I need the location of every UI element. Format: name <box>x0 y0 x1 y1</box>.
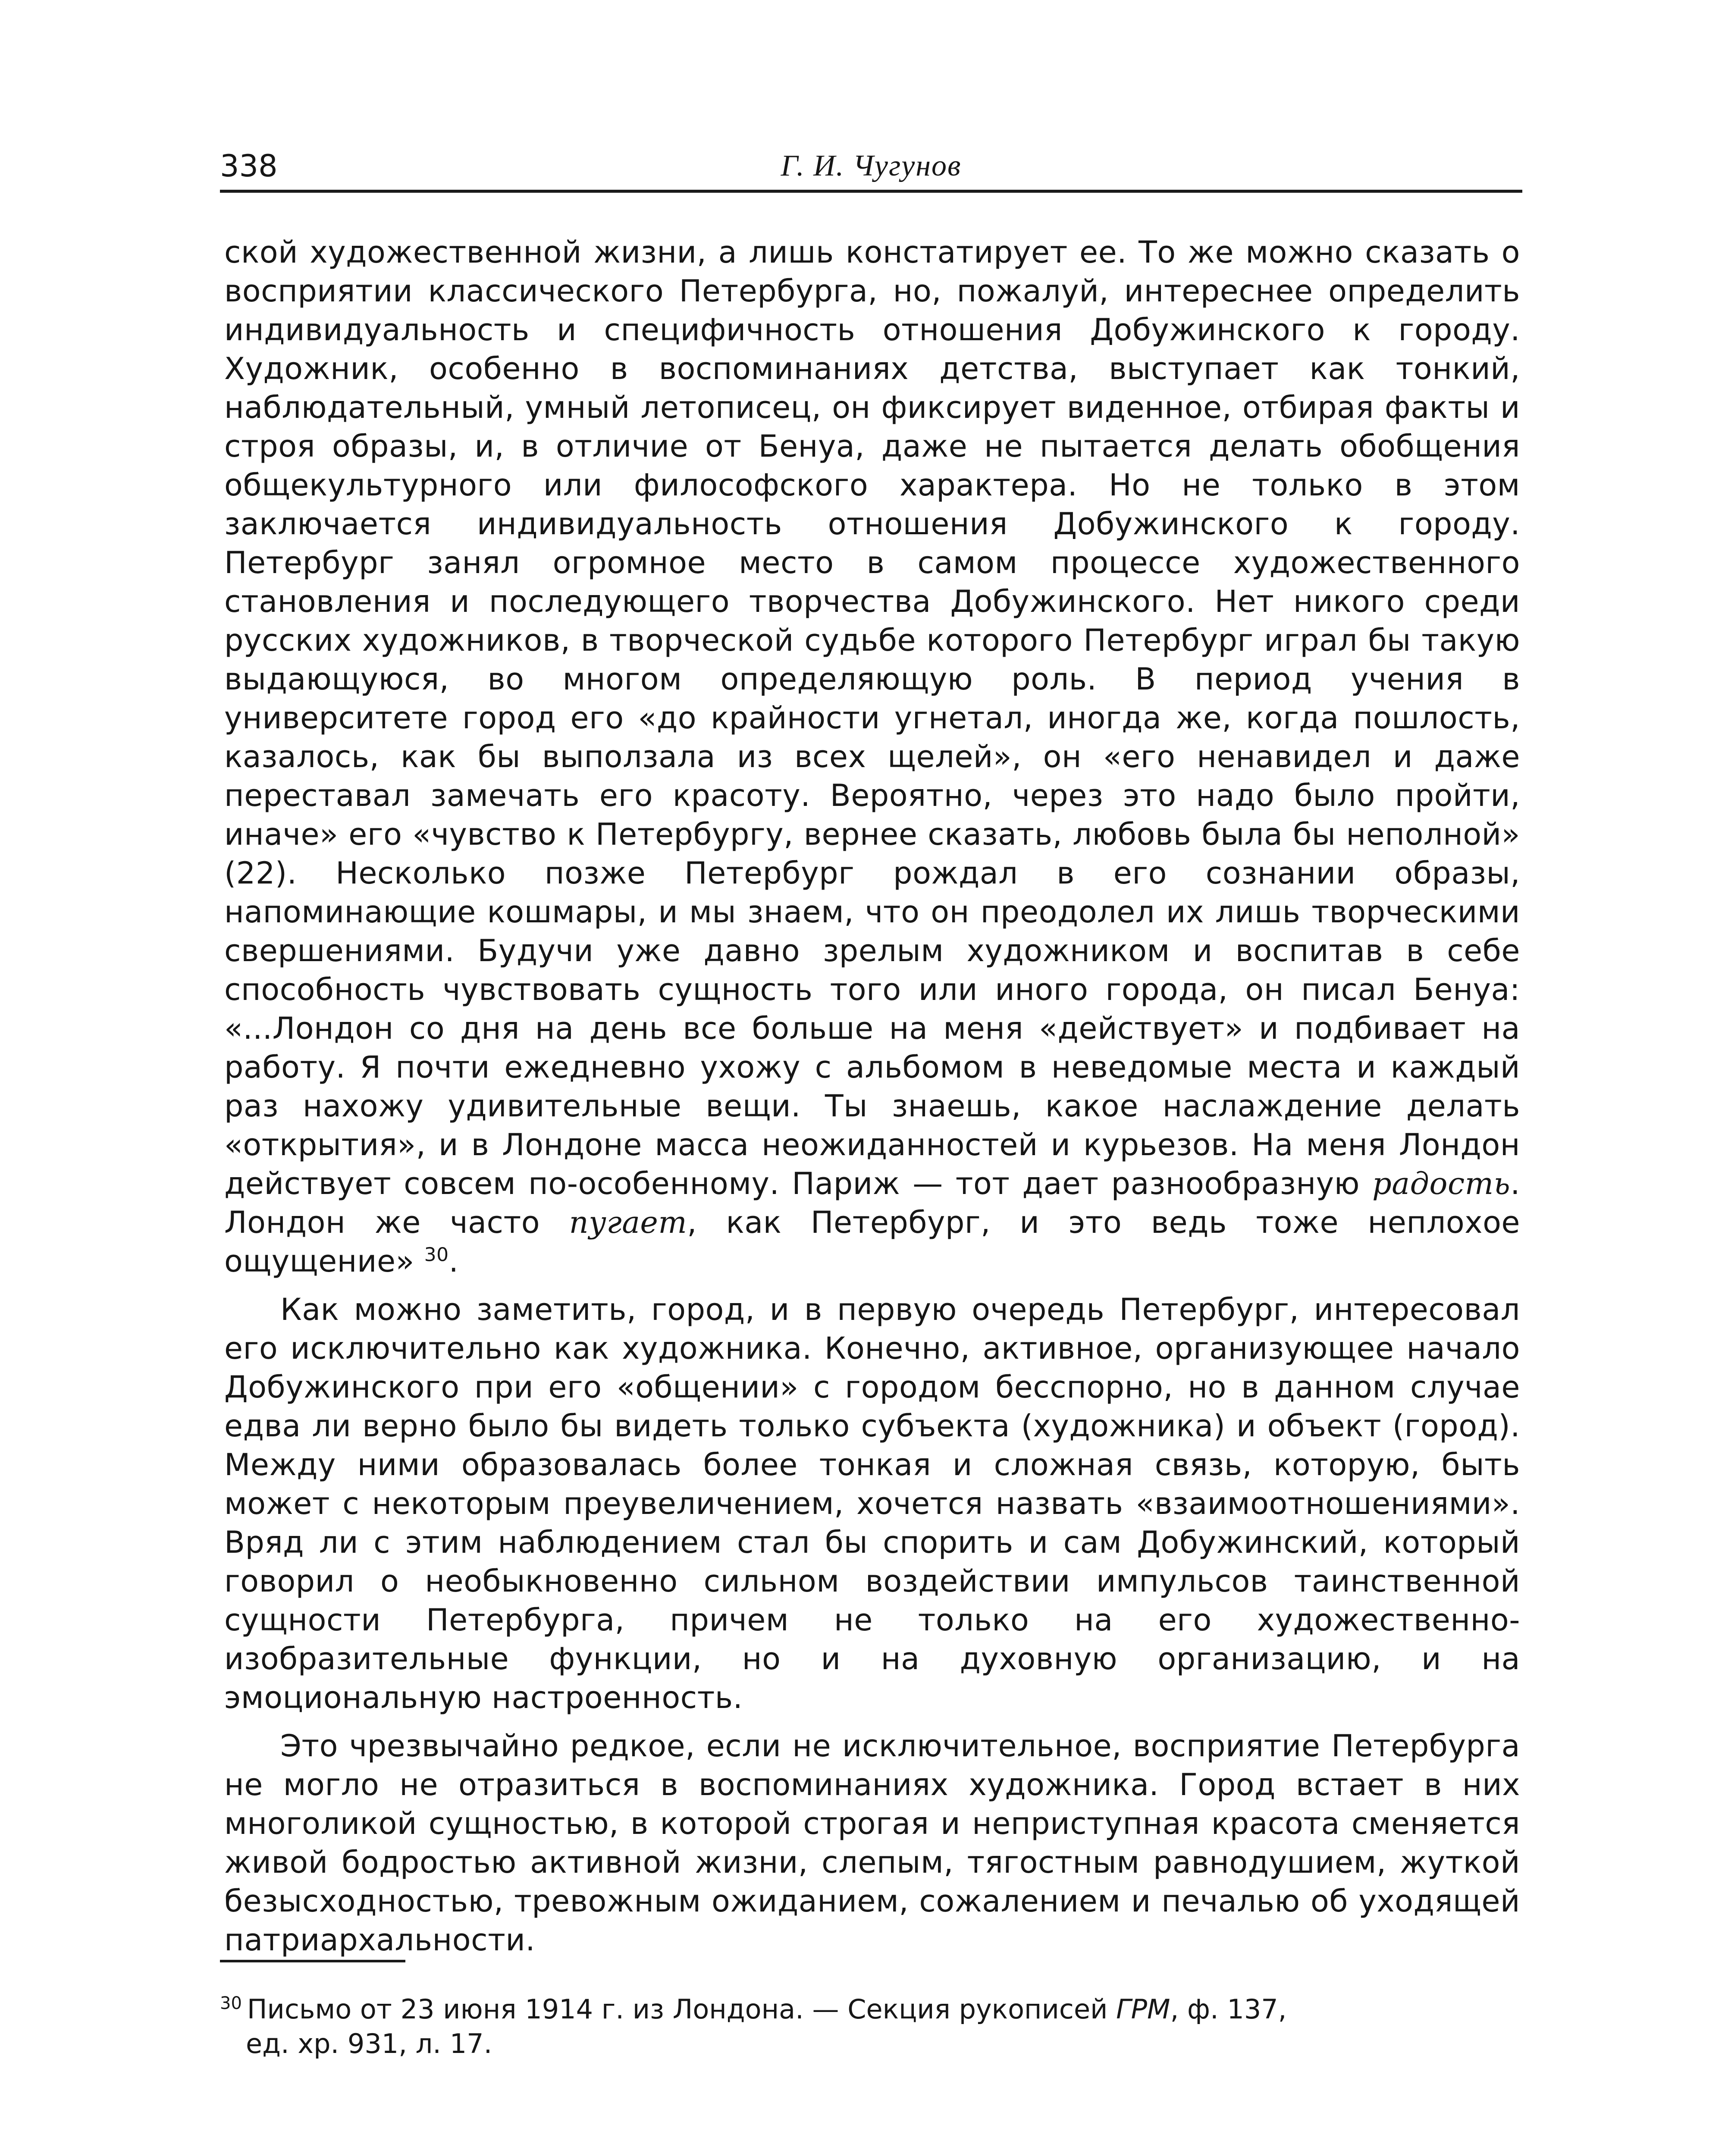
paragraph <box>224 1290 1520 1717</box>
italic-text: пугает <box>569 1205 687 1240</box>
page-header <box>220 142 1522 190</box>
paragraph-text: . Лондон же часто <box>224 1166 1520 1240</box>
paragraph-text: Это чрезвычайно редкое, если не исключительное, восприятие Петербурга не могло не отразиться в воспоминаниях художника. Город встает в них многоликой сущностью, в которой строгая и неприступная красота сменяется живой бодростью активной жизни, слепым, тягостным равнодушием, жуткой безысходностью, тревожным ожиданием, сожалением и печалью об уходящей патриархальности. <box>224 1728 1520 1958</box>
footnote-text-after: , ф. 137, <box>1170 1993 1287 2025</box>
footnote-text-before: Письмо от 23 июня 1914 г. из Лондона. — Секция рукописей <box>247 1993 1117 2025</box>
footnote-number: 30 <box>220 1993 242 2014</box>
footnote-30-continuation: ед. хр. 931, л. 17. <box>246 2028 492 2059</box>
page-number: 338 <box>220 148 278 184</box>
paragraph-text: Как можно заметить, город, и в первую очередь Петербург, интересовал его исключительно как художника. Конечно, активное, организующее начало Добужинского при его «общении» с городом бесспорно, но в данном случае едва ли верно было бы видеть только субъекта (художника) и объект (город). Между ними образовалась более тонкая и сложная связь, которую, быть может с некоторым преувеличением, хочется назвать «взаимоотношениями». Вряд ли с этим наблюдением стал бы спорить и сам Добужинский, который говорил о необыкновенно сильном воздействии импульсов таинственной сущности Петербурга, причем не только на его художественно-изобразительные функции, но и на духовную организацию, и на эмоциональную настроенность. <box>224 1292 1520 1715</box>
body-text <box>224 233 1520 1959</box>
italic-text: радость <box>1372 1166 1511 1201</box>
paragraph-text: ской художественной жизни, а лишь констатирует ее. То же можно сказать о восприятии классического Петербурга, но, пожалуй, интереснее определить индивидуальность и специфичность отношения Добужинского к городу. Художник, особенно в воспоминаниях детства, выступает как тонкий, наблюдательный, умный летописец, он фиксирует виденное, отбирая факты и строя образы, и, в отличие от Бенуа, даже не пытается делать обобщения общекультурного или философского характера. Но не только в этом заключается индивидуальность отношения Добужинского к городу. Петербург занял огромное место в самом процессе художественного становления и последующего творчества Добужинского. Нет никого среди русских художников, в творческой судьбе которого Петербург играл бы такую выдающуюся, во многом определяющую роль. В период учения в университете город его «до крайности угнетал, иногда же, когда пошлость, казалось, как бы выползала из всех щелей», он «его ненавидел и даже переставал замечать его красоту. Вероятно, через это надо было пройти, иначе» его «чувство к Петербургу, вернее сказать, любовь была бы неполной» (22). Несколько позже Петербург рождал в его сознании образы, напоминающие кошмары, и мы знаем, что он преодолел их лишь творческими свершениями. Будучи уже давно зрелым художником и воспитав в себе способность чувствовать сущность того или иного города, он писал Бенуа: «...Лондон со дня на день все больше на меня «действует» и подбивает на работу. Я почти ежедневно ухожу с альбомом в неведомые места и каждый раз нахожу удивительные вещи. Ты знаешь, какое наслаждение делать «открытия», и в Лондоне масса неожиданностей и курьезов. На меня Лондон действует совсем по-особенному. Париж — тот дает разнообразную <box>224 235 1520 1201</box>
paragraph-text: . <box>448 1244 459 1279</box>
footnote-30 <box>220 1992 1520 2027</box>
footnotes <box>220 1992 1520 2061</box>
footnote-reference: 30 <box>424 1244 449 1266</box>
running-head: Г. И. Чугунов <box>781 149 962 182</box>
paragraph <box>224 1727 1520 1959</box>
paragraph-text: , как Петербург, и это ведь тоже неплохое ощущение» <box>224 1205 1520 1279</box>
header-rule <box>220 190 1522 193</box>
paragraph <box>224 233 1520 1281</box>
footnote-text-italic: ГРМ <box>1116 1993 1170 2025</box>
footnote-rule <box>220 1960 405 1962</box>
